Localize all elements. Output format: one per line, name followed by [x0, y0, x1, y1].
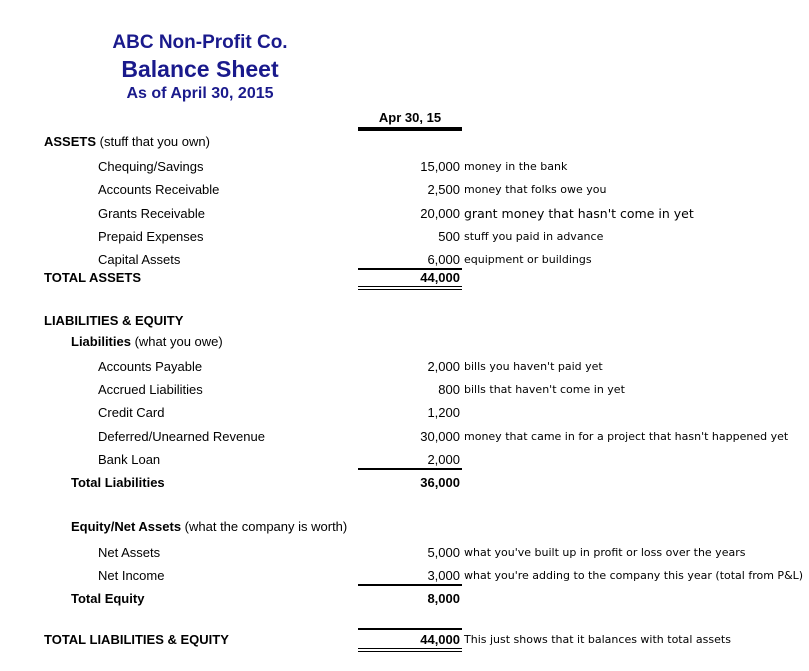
liability-note: bills that haven't come in yet — [464, 383, 625, 396]
asset-label: Chequing/Savings — [98, 159, 204, 174]
asset-note: grant money that hasn't come in yet — [464, 206, 694, 221]
subtotal-rule — [358, 468, 462, 470]
asset-amount: 500 — [438, 229, 460, 244]
column-header-rule — [358, 127, 462, 131]
liabilities-equity-heading: LIABILITIES & EQUITY — [44, 313, 184, 328]
equity-note: what you're adding to the company this year (total from P&L) — [464, 569, 804, 582]
total-assets-label: TOTAL ASSETS — [44, 270, 142, 285]
total-liabilities-equity-label: TOTAL LIABILITIES & EQUITY — [44, 632, 229, 647]
liability-amount: 800 — [438, 382, 460, 397]
liability-label: Accrued Liabilities — [98, 382, 203, 397]
liabilities-heading-text: Liabilities — [71, 334, 131, 349]
asset-label: Prepaid Expenses — [98, 229, 204, 244]
report-title: Balance Sheet — [121, 56, 279, 82]
asset-label: Capital Assets — [98, 252, 181, 267]
liability-note: bills you haven't paid yet — [464, 360, 603, 373]
total-equity-amount: 8,000 — [427, 591, 460, 606]
total-liabilities-label: Total Liabilities — [71, 475, 165, 490]
equity-heading-text: Equity/Net Assets — [71, 519, 182, 534]
asset-label: Accounts Receivable — [98, 182, 220, 197]
total-double-rule — [358, 286, 462, 290]
assets-heading — [44, 134, 210, 149]
equity-amount: 3,000 — [427, 568, 460, 583]
liability-label: Accounts Payable — [98, 359, 203, 374]
column-header: Apr 30, 15 — [378, 110, 442, 125]
assets-heading-text: ASSETS — [44, 134, 97, 149]
total-double-rule — [358, 648, 462, 652]
total-liabilities-amount: 36,000 — [420, 475, 460, 490]
equity-label: Net Assets — [98, 545, 161, 560]
asset-amount: 15,000 — [420, 159, 460, 174]
liability-amount: 1,200 — [427, 405, 460, 420]
report-date: As of April 30, 2015 — [126, 85, 274, 102]
equity-heading-note: (what the company is worth) — [181, 519, 348, 534]
subtotal-rule — [358, 628, 462, 630]
total-equity-label: Total Equity — [71, 591, 145, 606]
liabilities-heading — [71, 334, 223, 349]
liability-label: Deferred/Unearned Revenue — [98, 429, 265, 444]
liability-label: Credit Card — [98, 405, 165, 420]
asset-note: money in the bank — [464, 160, 568, 173]
liability-amount: 2,000 — [427, 452, 460, 467]
subtotal-rule — [358, 584, 462, 586]
total-assets-amount: 44,000 — [420, 270, 460, 285]
asset-amount: 20,000 — [420, 206, 460, 221]
liabilities-heading-note: (what you owe) — [130, 334, 223, 349]
liability-label: Bank Loan — [98, 452, 161, 467]
equity-amount: 5,000 — [427, 545, 460, 560]
assets-heading-note: (stuff that you own) — [96, 134, 210, 149]
company-name: ABC Non-Profit Co. — [112, 32, 288, 53]
asset-amount: 6,000 — [427, 252, 460, 267]
asset-label: Grants Receivable — [98, 206, 205, 221]
total-liabilities-equity-note: This just shows that it balances with total assets — [464, 633, 731, 646]
equity-heading — [71, 519, 347, 534]
asset-note: equipment or buildings — [464, 253, 592, 266]
liability-amount: 30,000 — [420, 429, 460, 444]
liability-amount: 2,000 — [427, 359, 460, 374]
equity-label: Net Income — [98, 568, 165, 583]
asset-note: money that folks owe you — [464, 183, 607, 196]
asset-amount: 2,500 — [427, 182, 460, 197]
asset-note: stuff you paid in advance — [464, 230, 604, 243]
liability-note: money that came in for a project that hasn't happened yet — [464, 430, 789, 443]
total-liabilities-equity-amount: 44,000 — [420, 632, 460, 647]
equity-note: what you've built up in profit or loss over the years — [464, 546, 746, 559]
